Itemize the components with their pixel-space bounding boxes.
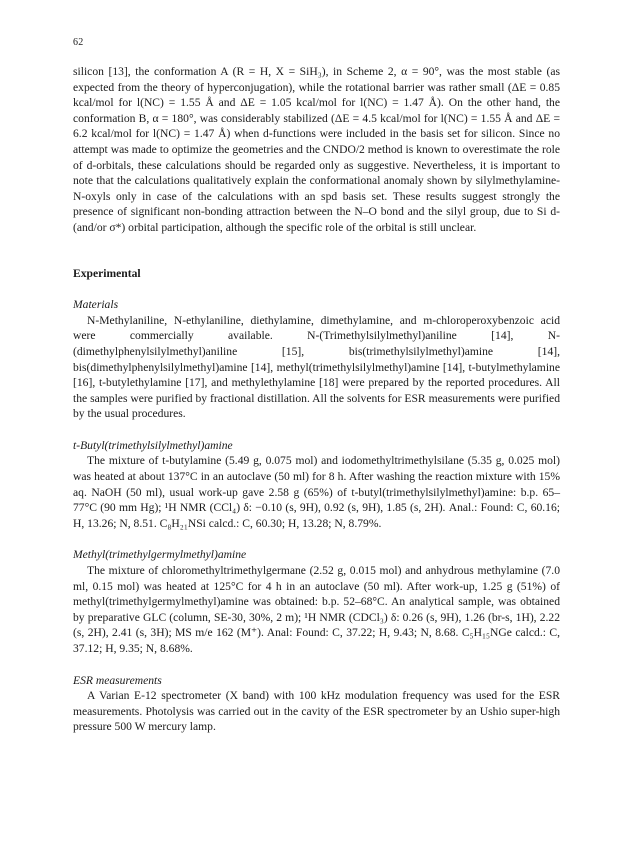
intro-paragraph: silicon [13], the conformation A (R = H, X = SiH₃), in Scheme 2, α = 90°, was the most stable (as expected from the theory of hyperconjugation), while the rotational barrier was rather small (ΔE = 0.85 kcal/mol for l(NC) = 1.55 Å and ΔE = 1.05 kcal/mol for l(NC) = 1.47 Å). On the other hand, the conformation B, α = 180°, was considerably stabilized (ΔE = 4.5 kcal/mol for l(NC) = 1.55 Å and ΔE = 6.2 kcal/mol for l(NC) = 1.47 Å) when d-functions were included in the basis set for silicon. Since no attempt was made to optimize the geometries and the CNDO/2 method is known to overestimate the role of d-orbitals, these calculations should be regarded only as suggestive. Nevertheless, it is important to note that the calculations qualitatively explain the conformational anomaly shown by silylmethylamine-N-oxyls only in case of the calculations with an spd basis set. These results suggest strongly the presence of significant non-bonding attraction between the N–O bond and the silyl group, due to Si d- (and/or σ*) orbital participation, although the specific role of the orbital is still unclear. — [73, 65, 560, 234]
subheading-materials: Materials — [73, 298, 119, 312]
materials-paragraph: N-Methylaniline, N-ethylaniline, diethylamine, dimethylamine, and m-chloroperoxybenzoic acid were commercially available. N-(Trimethylsilylmethyl)aniline [14], N-(dimethylphenylsilylmethyl)aniline [15], bis(trimethylsilylmethyl)amine [14], bis(dimethylphenylsilylmethyl)amine [14], methyl(trimethylsilylmethyl)amine [14], t-butylmethylamine [16], t-butylethylamine [17], and methylethylamine [18] were prepared by the reported procedures. All the samples were purified by fractional distillation. All the solvents for ESR measurements were purified by the usual procedures. — [73, 313, 560, 421]
subheading-t-butyl-amine: t-Butyl(trimethylsilylmethyl)amine — [73, 438, 233, 452]
section-heading-experimental: Experimental — [73, 266, 141, 280]
t-butyl-amine-paragraph: The mixture of t-butylamine (5.49 g, 0.075 mol) and iodomethyltrimethylsilane (5.35 g, 0.025 mol) was heated at about 137°C in an autoclave (50 ml) for 8 h. After washing the reaction mixture with 15% aq. NaOH (50 ml), usual work-up gave 2.58 g (65%) of t-butyl(trimethylsilylmethyl)amine: b.p. 65–77°C (90 mm Hg); ¹H NMR (CCl₄) δ: −0.10 (s, 9H), 0.92 (s, 9H), 1.85 (s, 2H). Anal.: Found: C, 60.16; H, 13.26; N, 8.51. C₈H₂₁NSi calcd.: C, 60.30; H, 13.28; N, 8.79%. — [73, 454, 560, 530]
methyl-germyl-amine-paragraph: The mixture of chloromethyltrimethylgermane (2.52 g, 0.015 mol) and anhydrous methylamine (7.0 ml, 0.15 mol) was heated at 125°C for 4 h in an autoclave (50 ml). After work-up, 1.25 g (51%) of methyl(trimethylgermylmethyl)amine was obtained: b.p. 52–68°C. An analytical sample, was obtained by preparative GLC (column, SE-30, 30%, 2 m); ¹H NMR (CDCl₃) δ: 0.26 (s, 9H), 1.26 (br-s, 1H), 2.22 (s, 2H), 2.41 (s, 3H); MS m/e 162 (M⁺). Anal: Found: C, 37.22; H, 9.43; N, 8.68. C₅H₁₅NGe calcd.: C, 37.12; H, 9.35; N, 8.68%. — [73, 564, 560, 655]
subheading-esr-measurements: ESR measurements — [73, 673, 162, 687]
body-column — [73, 64, 560, 735]
esr-paragraph: A Varian E-12 spectrometer (X band) with 100 kHz modulation frequency was used for the ESR measurements. Photolysis was carried out in the cavity of the ESR spectrometer by an Ushio super-high pressure 500 W mercury lamp. — [73, 689, 560, 734]
subheading-methyl-germyl-amine: Methyl(trimethylgermylmethyl)amine — [73, 548, 247, 562]
page-number: 62 — [73, 37, 84, 48]
